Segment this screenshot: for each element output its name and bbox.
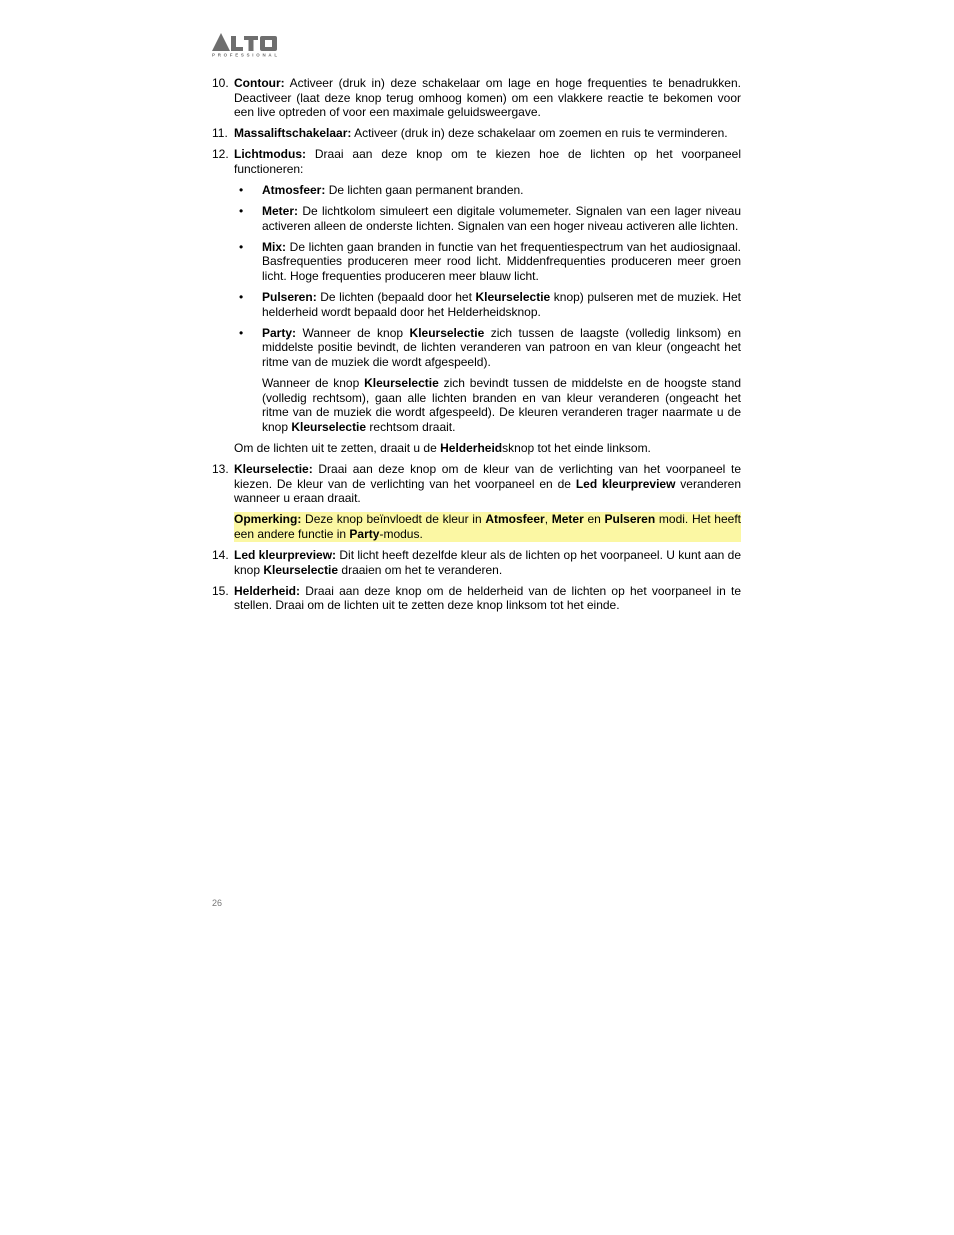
bullet-text [262,204,741,233]
mode-pulseren [234,290,741,319]
note-bold: Party [349,526,380,541]
bullet-desc: zich tussen de laagste (volledig linksom) en middelste positie bevindt, de lichten veranderen van patroon en van kleur (ongeacht het ritme van de muziek die wordt afgespeeld). [262,325,741,369]
alto-logo [212,33,278,57]
party-sub-paragraph [234,376,741,434]
item-desc: Draai aan deze knop om de kleur van de verlichting van het voorpaneel te kiezen. De kleur van de verlichting van het voorpaneel en de [234,462,741,491]
note-text: , [544,512,552,527]
bullet-desc: Wanneer de knop [296,325,410,340]
bullet-dot: • [239,325,244,340]
item-desc: draaien om het te veranderen. [338,562,503,577]
item-desc: Activeer (druk in) deze schakelaar om zoemen en ruis te verminderen. [351,126,728,141]
bullet-text [262,326,741,370]
alto-logo-graphic [212,33,278,57]
item-kleurselectie [212,462,741,541]
item-number: 10. [212,76,229,90]
bullet-term: Pulseren: [262,290,317,305]
bullet-dot: • [239,290,244,305]
item-helderheid [212,584,741,613]
item-number: 11. [212,126,228,141]
item-number: 13. [212,462,229,477]
bullet-text [262,290,741,319]
bullet-term: Atmosfeer: [262,183,326,198]
mode-mix [234,240,741,284]
bullet-bold: Kleurselectie [409,325,485,340]
item-term: Kleurselectie: [234,462,313,477]
item-term: Contour: [234,76,285,90]
bullet-desc: De lichtkolom simuleert een digitale volumemeter. Signalen van een lager niveau activeren alleen de onderste lichten. Signalen van een hoger niveau activeren alle lichten. [262,204,741,233]
sub-bold: Kleurselectie [291,419,367,434]
item-contour [212,76,741,120]
item-massalift [212,126,741,141]
bullet-term: Meter: [262,204,299,219]
bullet-dot: • [239,239,244,254]
item-text [234,462,741,506]
item-led-kleurpreview [212,548,741,577]
bullet-term: Mix: [262,239,286,254]
item-lichtmodus [212,147,741,455]
tail-bold: Helderheid [440,440,503,455]
item-text [234,584,741,613]
item-desc: Activeer (druk in) deze schakelaar om lage en hoge frequenties te benadrukken. Deactiveer (laat deze knop terug omhoog komen) om een vlakkere reactie te bekomen voor een live optreden of voor een maximale geluidsweergave. [234,76,741,120]
note-text: en [583,512,605,527]
sub-text [262,376,741,434]
note-text: modi. Het heeft een andere functie in [234,512,742,541]
item-number: 15. [212,583,229,598]
page-number: 26 [212,898,223,908]
item-text [234,76,741,120]
bullet-dot: • [239,183,244,198]
item-bold: Kleurselectie [263,562,339,577]
sub-desc: rechtsom draait. [366,419,456,434]
lights-off-text [234,441,741,456]
bullet-desc: De lichten (bepaald door het [316,290,476,305]
item-term: Lichtmodus: [234,147,306,162]
item-term: Helderheid: [234,583,301,598]
note-bold: Pulseren [604,512,656,527]
item-text [234,126,741,141]
item-number: 14. [212,548,229,563]
item-number: 12. [212,147,229,162]
note-bold: Meter [551,512,584,527]
item-desc: veranderen wanneer u eraan draait. [234,476,742,506]
bullet-dot: • [239,204,244,219]
note-highlight [234,512,741,541]
note-text: -modus. [379,526,423,541]
item-term: Massaliftschakelaar: [234,126,352,141]
mode-list [234,183,741,434]
note-label: Opmerking: [234,512,302,527]
item-text [234,147,741,176]
item-desc: Dit licht heeft dezelfde kleur als de lichten op het voorpaneel. U kunt aan de knop [234,548,741,577]
tail-desc: Om de lichten uit te zetten, draait u de [234,440,441,455]
bullet-term: Party: [262,325,297,340]
sub-bold: Kleurselectie [364,376,439,391]
item-desc: Draai aan deze knop om te kiezen hoe de lichten op het voorpaneel functioneren: [234,147,741,176]
bullet-desc: De lichten gaan branden in functie van het frequentiespectrum van het audiosignaal. Basfrequenties produceren meer rood licht. Middenfrequenties produceren meer groen licht. Hoge frequenties produceren meer blauw licht. [262,239,741,284]
logo-subtext: PROFESSIONAL [212,52,277,57]
bullet-bold: Kleurselectie [475,290,551,305]
document-body [212,76,741,619]
sub-desc: Wanneer de knop [262,376,365,391]
tail-desc: sknop tot het einde linksom. [502,440,651,455]
bullet-desc: knop) pulseren met de muziek. Het helderheid wordt bepaald door het Helderheidsknop. [262,290,742,319]
note-text: Deze knop beïnvloedt de kleur in [301,512,486,527]
bullet-desc: De lichten gaan permanent branden. [325,183,524,198]
item-term: Led kleurpreview: [234,548,337,563]
mode-atmosfeer [234,183,741,198]
item-bold: Led kleurpreview [575,476,676,491]
bullet-text [262,183,741,198]
mode-party [234,326,741,370]
bullet-text [262,240,741,284]
item-text [234,548,741,577]
sub-desc: zich bevindt tussen de middelste en de hoogste stand (volledig rechtsom), gaan alle lichten branden en van kleur veranderen (ongeacht het ritme van de muziek die wordt afgespeeld). De kleuren veranderen trager naarmate u de knop [262,376,742,434]
mode-meter [234,204,741,233]
item-desc: Draai aan deze knop om de helderheid van de lichten op het voorpaneel in te stellen. Draai om de lichten uit te zetten deze knop linksom tot het einde. [234,583,741,613]
note-bold: Atmosfeer [485,512,545,527]
